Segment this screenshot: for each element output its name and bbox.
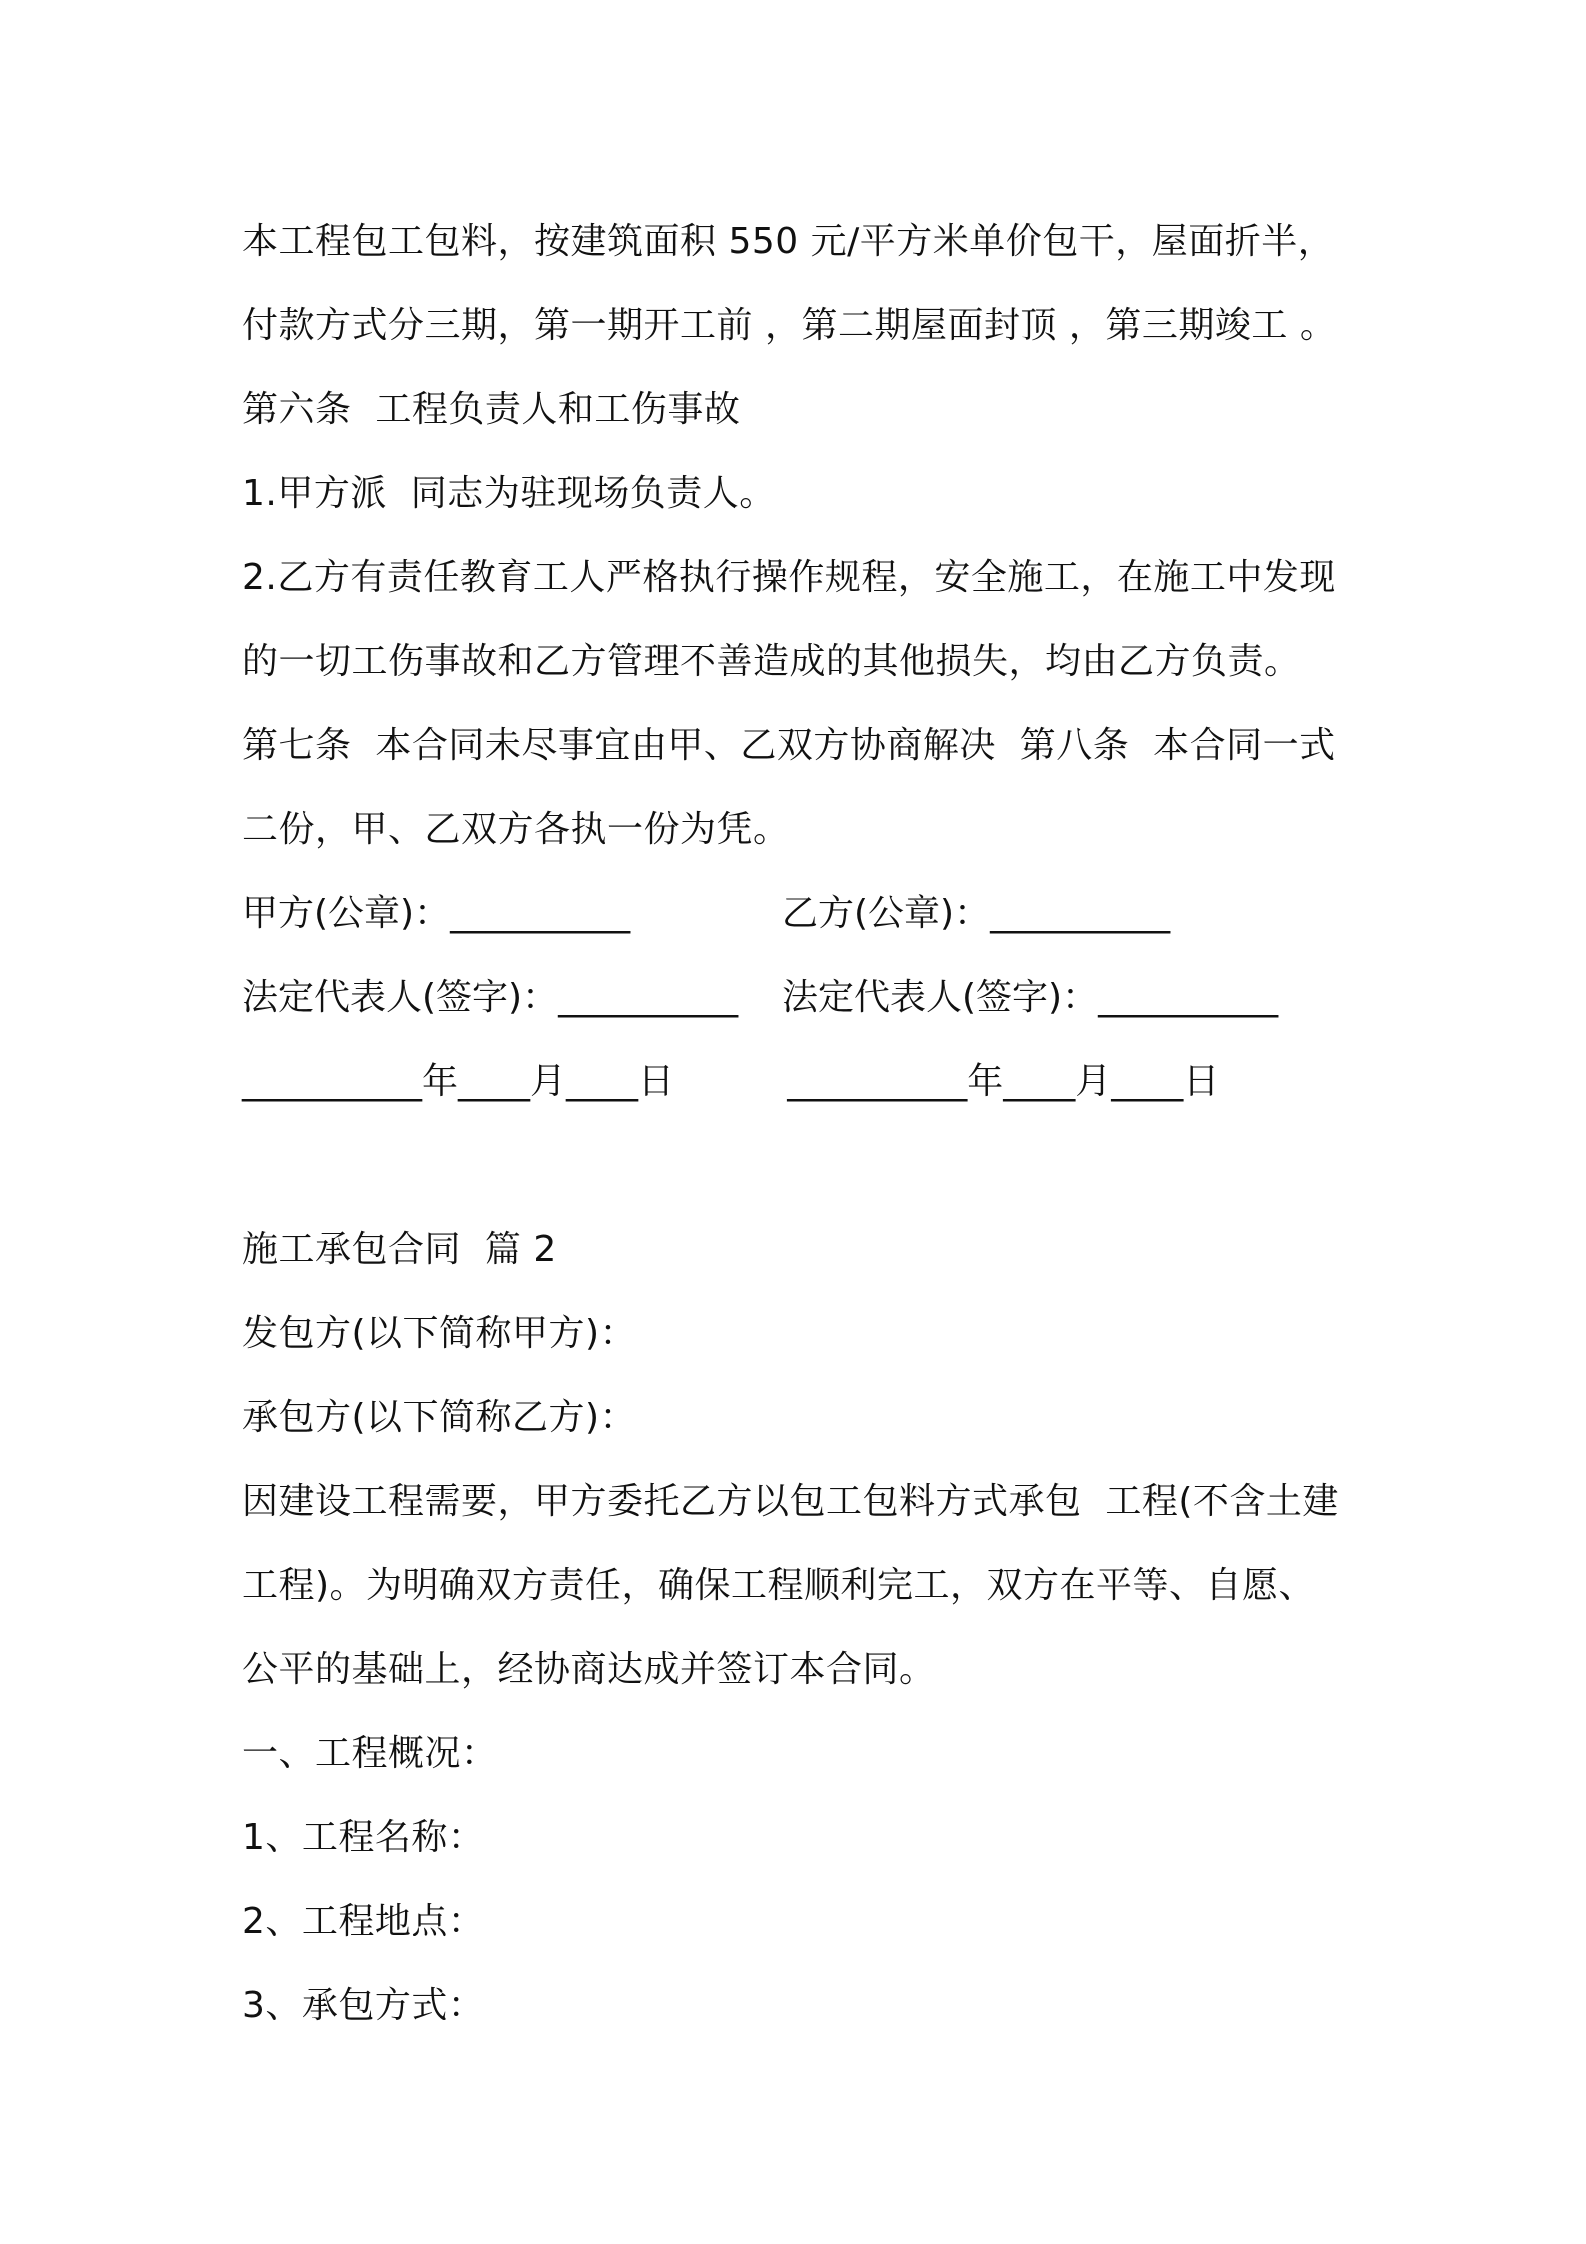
party-a-date: __________年____月____日 xyxy=(242,1061,674,1102)
signature-seal-row xyxy=(242,872,1382,956)
section-heading: 一、工程概况： xyxy=(242,1733,498,1774)
paragraph-line: 因建设工程需要，甲方委托乙方以包工包料方式承包 工程(不含土建 xyxy=(242,1481,1339,1522)
paragraph-line: 2.乙方有责任教育工人严格执行操作规程，安全施工，在施工中发现 xyxy=(242,557,1336,598)
paragraph-line: 发包方(以下简称甲方)： xyxy=(242,1313,637,1354)
section-gap xyxy=(242,1124,1382,1208)
party-a-representative: 法定代表人(签字)：__________ xyxy=(242,977,739,1018)
signature-date-row xyxy=(242,1040,1382,1124)
section-title: 施工承包合同 篇 2 xyxy=(242,1229,557,1270)
paragraph-line: 二份，甲、乙双方各执一份为凭。 xyxy=(242,809,790,850)
paragraph-line: 付款方式分三期，第一期开工前 ，第二期屋面封顶 ，第三期竣工 。 xyxy=(242,305,1337,346)
list-item: 2、工程地点： xyxy=(242,1901,485,1942)
article-heading: 第六条 工程负责人和工伤事故 xyxy=(242,389,741,430)
document-body xyxy=(242,200,1382,2048)
paragraph-line: 的一切工伤事故和乙方管理不善造成的其他损失，均由乙方负责。 xyxy=(242,641,1301,682)
paragraph-line: 本工程包工包料，按建筑面积 550 元/平方米单价包干，屋面折半， xyxy=(242,221,1335,262)
paragraph-line: 公平的基础上，经协商达成并签订本合同。 xyxy=(242,1649,936,1690)
paragraph-line: 1.甲方派 同志为驻现场负责人。 xyxy=(242,473,776,514)
paragraph-line: 第七条 本合同未尽事宜由甲、乙双方协商解决 第八条 本合同一式 xyxy=(242,725,1336,766)
paragraph-line: 工程)。为明确双方责任，确保工程顺利完工，双方在平等、自愿、 xyxy=(242,1565,1316,1606)
paragraph-line: 承包方(以下简称乙方)： xyxy=(242,1397,637,1438)
party-a-seal: 甲方(公章)：__________ xyxy=(242,893,631,934)
party-b-representative: 法定代表人(签字)：__________ xyxy=(782,977,1279,1018)
party-b-date: __________年____月____日 xyxy=(787,1061,1220,1102)
list-item: 3、承包方式： xyxy=(242,1985,485,2026)
party-b-seal: 乙方(公章)：__________ xyxy=(782,893,1171,934)
signature-rep-row xyxy=(242,956,1382,1040)
list-item: 1、工程名称： xyxy=(242,1817,485,1858)
